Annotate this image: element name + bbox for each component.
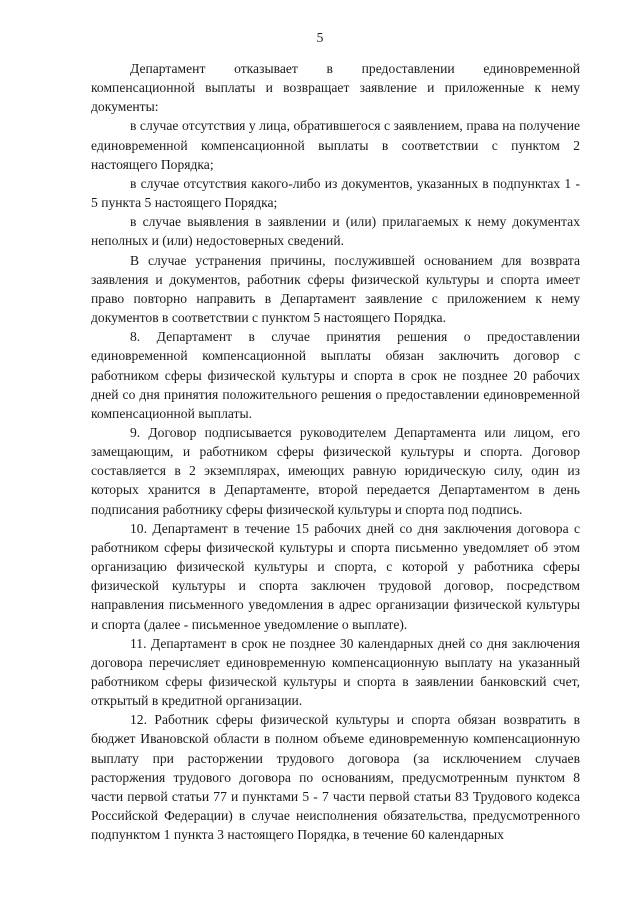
paragraph-refusal-false-info: в случае выявления в заявлении и (или) прилагаемых к нему документах неполных и (или) недостоверных сведений. <box>91 214 580 249</box>
paragraph-item-11: 11. Департамент в срок не позднее 30 календарных дней со дня заключения договора перечисляет единовременную компенсационную выплату на указанный работником сферы физической культуры и спорта в заявлении банковский счет, открытый в кредитной организации. <box>91 635 580 709</box>
paragraph-item-8: 8. Департамент в случае принятия решения о предоставлении единовременной компенсационной выплаты обязан заключить договор с работником сферы физической культуры и спорта в срок не позднее 20 рабочих дней со дня принятия положительного решения о предоставлении единовременной компенсационной выплаты. <box>91 329 580 421</box>
page-number: 5 <box>316 30 324 45</box>
paragraph-resubmission: В случае устранения причины, послужившей основанием для возврата заявления и документов, работник сферы физической культуры и спорта имеет право повторно направить в Департамент заявление с приложением к нему документов в соответствии с пунктом 5 настоящего Порядка. <box>91 252 580 326</box>
paragraph-refusal-missing-docs: в случае отсутствия какого-либо из документов, указанных в подпунктах 1 - 5 пункта 5 настоящего Порядка; <box>91 175 580 211</box>
paragraph-refusal-intro: Департамент отказывает в предоставлении единовременной компенсационной выплаты и возвращает заявление и приложенные к нему документы: <box>91 61 580 115</box>
paragraph-item-9: 9. Договор подписывается руководителем Департамента или лицом, его замещающим, и работником сферы физической культуры и спорта. Договор составляется в 2 экземплярах, имеющих равную юридическую силу, один из которых хранится в Департаменте, второй передается Департаментом в день подписания работнику сферы физической культуры и спорта под подпись. <box>91 424 580 517</box>
paragraph-refusal-no-right: в случае отсутствия у лица, обратившегося с заявлением, права на получение единовременной компенсационной выплаты в соответствии с пунктом 2 настоящего Порядка; <box>91 118 580 172</box>
paragraph-item-10: 10. Департамент в течение 15 рабочих дней со дня заключения договора с работником сферы физической культуры и спорта письменно уведомляет об этом организацию физической культуры и спорта, с которой у работника сферы физической культуры и спорта заключен трудовой договор, посредством направления письменного уведомления в адрес организации физической культуры и спорта (далее - письменное уведомление о выплате). <box>91 520 580 632</box>
document-body <box>91 59 580 844</box>
paragraph-item-12: 12. Работник сферы физической культуры и спорта обязан возвратить в бюджет Ивановской области в полном объеме единовременную компенсационную выплату при расторжении трудового договора (за исключением случаев расторжения трудового договора по основаниям, предусмотренным пунктом 8 части первой статьи 77 и пунктами 5 - 7 части первой статьи 83 Трудового кодекса Российской Федерации) в случае неисполнения обязательства, предусмотренного подпунктом 1 пункта 3 настоящего Порядка, в течение 60 календарных <box>91 712 580 843</box>
